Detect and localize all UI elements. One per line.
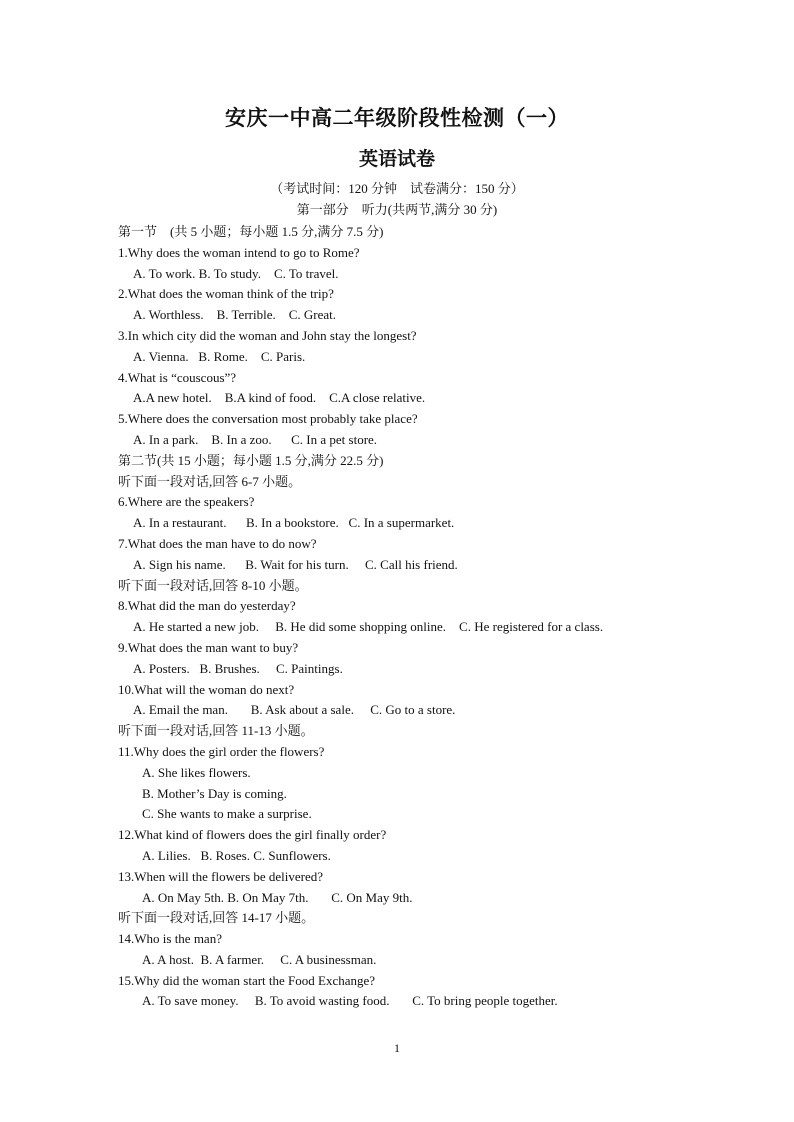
question-line: 13.When will the flowers be delivered? <box>118 868 324 884</box>
answer-options: A. She likes flowers. <box>142 764 251 780</box>
answer-options: A. Posters. B. Brushes. C. Paintings. <box>133 660 343 676</box>
answer-options: A.A new hotel. B.A kind of food. C.A close relative. <box>133 390 426 406</box>
page-number: 1 <box>394 1041 400 1055</box>
answer-options: A. Vienna. B. Rome. C. Paris. <box>133 348 306 364</box>
question-line: 听下面一段对话,回答 14-17 小题。 <box>118 910 315 926</box>
question-line: 5.Where does the conversation most probably take place? <box>118 411 418 427</box>
question-line: 3.In which city did the woman and John stay the longest? <box>118 327 417 343</box>
question-line: 听下面一段对话,回答 11-13 小题。 <box>118 723 314 739</box>
question-line: 听下面一段对话,回答 6-7 小题。 <box>118 473 302 489</box>
answer-options: A. Email the man. B. Ask about a sale. C. Go to a store. <box>133 702 456 718</box>
question-line: 9.What does the man want to buy? <box>118 639 299 655</box>
question-line: 11.Why does the girl order the flowers? <box>118 743 325 759</box>
answer-options: A. Worthless. B. Terrible. C. Great. <box>133 307 337 323</box>
question-line: 6.Where are the speakers? <box>118 494 255 510</box>
answer-options: A. Lilies. B. Roses. C. Sunflowers. <box>142 847 331 863</box>
question-line: 1.Why does the woman intend to go to Rome? <box>118 244 360 260</box>
exam-meta: （考试时间：120 分钟 试卷满分：150 分） <box>270 181 524 196</box>
part-heading: 第一部分 听力(共两节,满分 30 分) <box>296 202 498 217</box>
answer-options: A. A host. B. A farmer. C. A businessman. <box>142 951 377 967</box>
answer-options: A. In a restaurant. B. In a bookstore. C. In a supermarket. <box>133 515 455 531</box>
answer-options: A. On May 5th. B. On May 7th. C. On May 9th. <box>142 889 413 905</box>
question-line: 8.What did the man do yesterday? <box>118 598 296 614</box>
answer-options: A. In a park. B. In a zoo. C. In a pet store. <box>133 431 378 447</box>
question-line: 第二节(共 15 小题；每小题 1.5 分,满分 22.5 分) <box>118 452 384 468</box>
question-line: 听下面一段对话,回答 8-10 小题。 <box>118 577 308 593</box>
question-line: 12.What kind of flowers does the girl finally order? <box>118 827 387 843</box>
answer-options: A. Sign his name. B. Wait for his turn. C. Call his friend. <box>133 556 458 572</box>
question-line: 第一节 (共 5 小题；每小题 1.5 分,满分 7.5 分) <box>118 224 384 239</box>
answer-options: B. Mother’s Day is coming. <box>142 785 287 801</box>
question-line: 15.Why did the woman start the Food Exchange? <box>118 972 376 988</box>
question-list <box>118 222 758 1012</box>
question-line: 4.What is “couscous”? <box>118 369 237 385</box>
page-subtitle: 英语试卷 <box>358 148 435 170</box>
page-title: 安庆一中高二年级阶段性检测（一） <box>225 105 569 130</box>
answer-options: C. She wants to make a surprise. <box>142 806 312 822</box>
question-line: 7.What does the man have to do now? <box>118 535 317 551</box>
question-line: 14.Who is the man? <box>118 931 222 947</box>
answer-options: A. To save money. B. To avoid wasting food. C. To bring people together. <box>142 993 558 1009</box>
answer-options: A. He started a new job. B. He did some shopping online. C. He registered for a class. <box>133 619 604 635</box>
question-line: 2.What does the woman think of the trip? <box>118 286 334 302</box>
answer-options: A. To work. B. To study. C. To travel. <box>133 265 339 281</box>
question-line: 10.What will the woman do next? <box>118 681 295 697</box>
